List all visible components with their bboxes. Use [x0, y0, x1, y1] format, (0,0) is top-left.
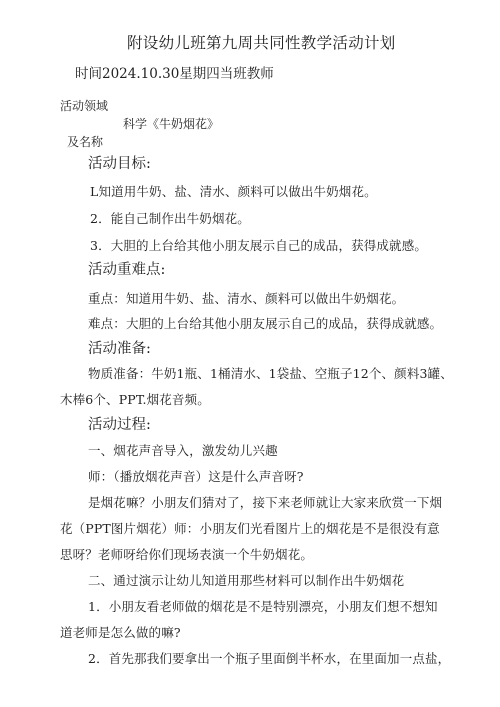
process-heading: 活动过程:	[88, 417, 151, 433]
domain-label-1: 活动领域	[60, 99, 109, 113]
goal-1: L知道用牛奶、盐、清水、颜料可以做出牛奶烟花。	[90, 184, 377, 199]
step-2-line-1: 1．小朋友看老师做的烟花是不是特别漂亮，小朋友们想不想知	[88, 599, 438, 614]
step-1-line-1: 师：（播放烟花声音）这是什么声音呀?	[88, 469, 304, 484]
step-1-line-3: 花（PPT图片烟花）师：小朋友们光看图片上的烟花是不是很没有意	[60, 521, 440, 536]
prep-heading: 活动准备:	[88, 341, 151, 357]
domain-value: 科学《牛奶烟花》	[123, 117, 220, 131]
step-2-line-2: 道老师是怎么做的嘛?	[60, 625, 181, 640]
goals-heading: 活动目标:	[88, 156, 151, 172]
step-1-line-2: 是烟花嘛？小朋友们猜对了，接下来老师就让大家来欣赏一下烟	[88, 495, 443, 510]
hard-point: 难点：大胆的上台给其他小朋友展示自己的成品，获得成就感。	[88, 316, 443, 331]
key-heading: 活动重难点:	[88, 262, 166, 278]
prep-line-1: 物质准备：牛奶1瓶、1桶清水、1袋盐、空瓶子12个、颜料3罐、	[88, 366, 453, 381]
step-1-title: 一、烟花声音导入，激发幼儿兴趣	[88, 443, 278, 458]
goal-2: 2．能自己制作出牛奶烟花。	[90, 211, 250, 226]
goal-3: 3．大胆的上台给其他小朋友展示自己的成品，获得成就感。	[90, 238, 428, 253]
step-2-title: 二、通过演示让幼儿知道用那些材料可以制作出牛奶烟花	[88, 573, 405, 588]
page-title: 附设幼儿班第九周共同性教学活动计划	[127, 34, 396, 52]
step-1-line-4: 思呀？老师呀给你们现场表演一个牛奶烟花。	[60, 547, 314, 562]
domain-label-2: 及名称	[67, 135, 104, 149]
key-point: 重点：知道用牛奶、盐、清水、颜料可以做出牛奶烟花。	[88, 291, 405, 306]
meta-line: 时间2024.10.30星期四当班教师	[75, 66, 274, 82]
prep-line-2: 木棒6个、PPT.烟花音频。	[60, 392, 210, 407]
step-2-line-3: 2．首先那我们要拿出一个瓶子里面倒半杯水，在里面加一点盐，	[88, 651, 451, 666]
